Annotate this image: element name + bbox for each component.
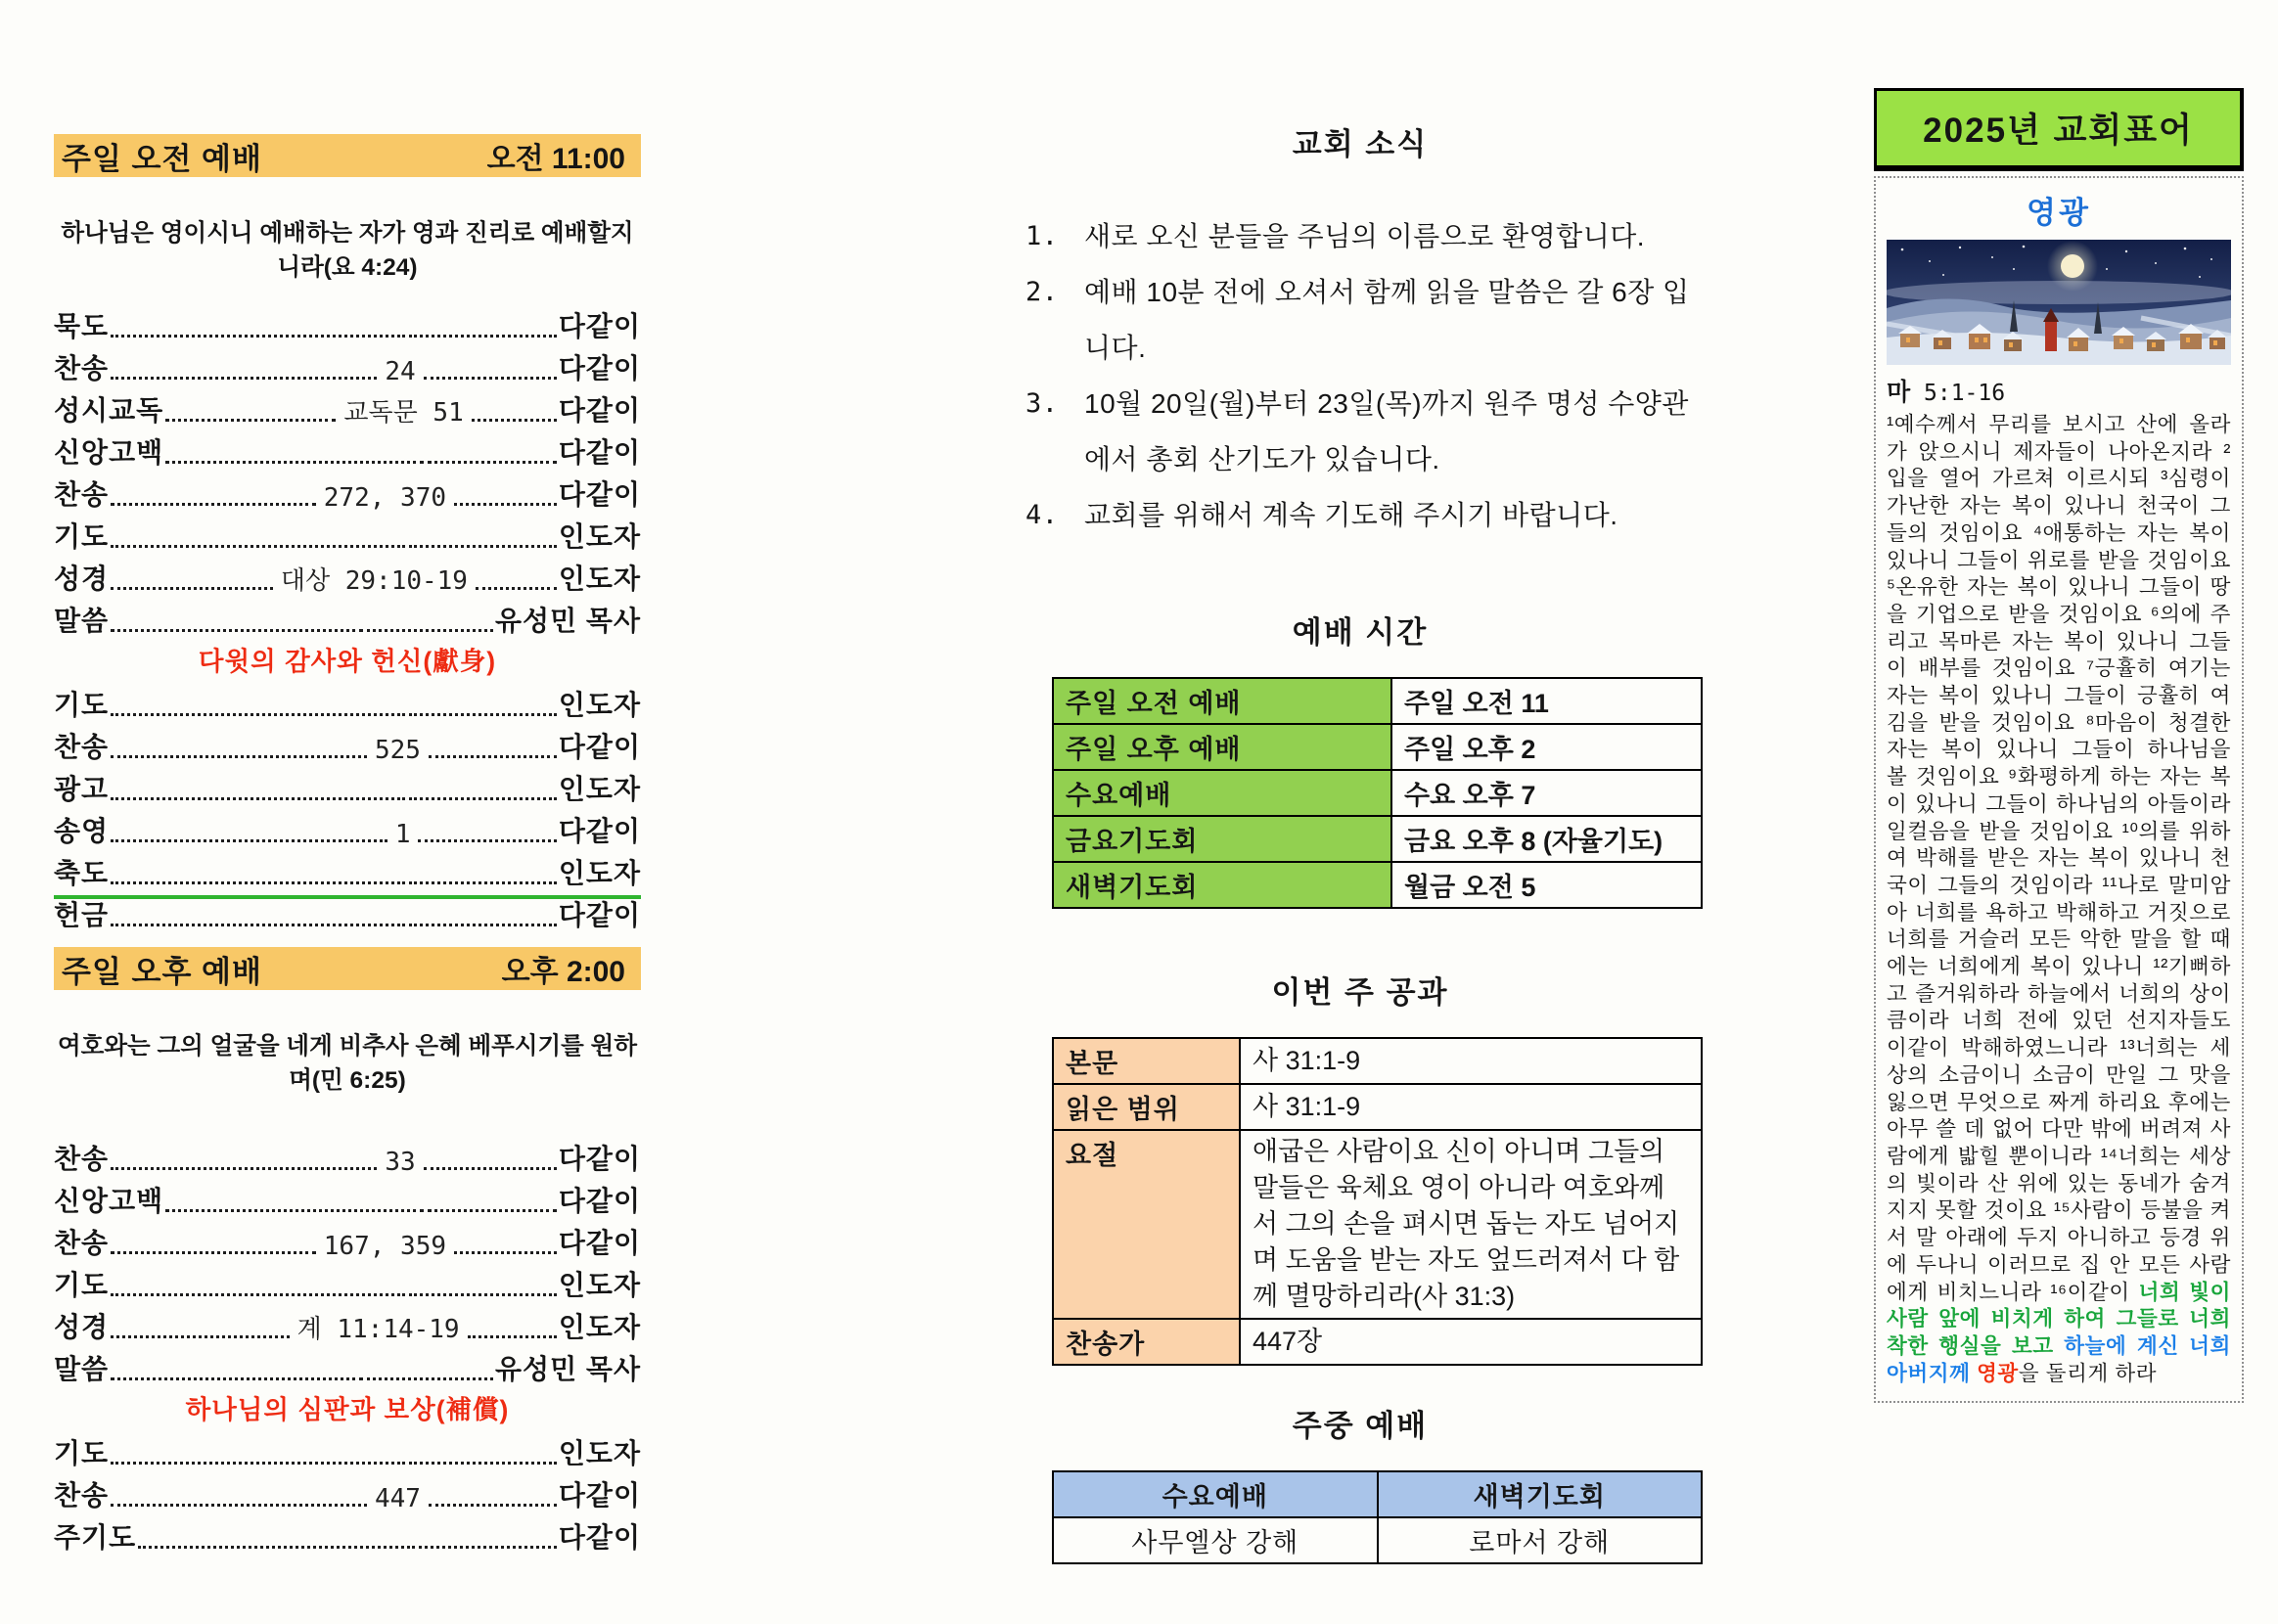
worship-item-performer: 인도자 xyxy=(558,1438,641,1468)
dotted-leader xyxy=(111,545,405,548)
afternoon-service-title: 주일 오후 예배 xyxy=(62,954,262,989)
worship-times-name: 금요기도회 xyxy=(1053,816,1391,862)
dotted-leader xyxy=(111,713,405,716)
table-row xyxy=(1053,724,1702,770)
midweek-col-value: 로마서 강해 xyxy=(1378,1517,1703,1563)
dotted-leader xyxy=(111,1251,316,1254)
worship-item-performer: 인도자 xyxy=(558,858,641,888)
scripture-text xyxy=(1887,412,2231,1387)
table-row xyxy=(1053,1084,1702,1130)
dotted-leader xyxy=(424,1167,557,1170)
worship-times-name: 새벽기도회 xyxy=(1053,862,1391,908)
worship-row xyxy=(54,723,641,765)
church-news-list xyxy=(1025,208,1703,543)
worship-row xyxy=(54,513,641,555)
table-row xyxy=(1053,1130,1702,1319)
lesson-field-value: 사 31:1-9 xyxy=(1240,1084,1702,1130)
worship-row xyxy=(54,1135,641,1177)
midweek-col-header: 수요예배 xyxy=(1053,1471,1378,1517)
worship-item-performer: 인도자 xyxy=(558,521,641,552)
worship-item-label: 성경 xyxy=(54,1312,110,1342)
worship-item-detail: 교독문 51 xyxy=(343,398,464,428)
afternoon-service-section xyxy=(54,947,641,1556)
worship-row xyxy=(54,807,641,849)
dotted-leader xyxy=(111,1377,363,1380)
dotted-leader xyxy=(429,1504,557,1507)
worship-item-label: 기도 xyxy=(54,1438,110,1468)
dotted-leader xyxy=(409,713,557,716)
table-header-row xyxy=(1053,1471,1702,1517)
worship-item-performer: 다같이 xyxy=(558,1186,641,1216)
green-section-divider xyxy=(54,895,641,899)
dotted-leader xyxy=(111,797,405,800)
afternoon-service-time: 오후 2:00 xyxy=(501,956,625,988)
lesson-field-value: 사 31:1-9 xyxy=(1240,1038,1702,1084)
dotted-leader xyxy=(409,797,557,800)
worship-item-label: 송영 xyxy=(54,816,110,846)
worship-row xyxy=(54,1219,641,1261)
worship-times-table xyxy=(1052,677,1703,909)
worship-item-performer: 다같이 xyxy=(558,1480,641,1511)
scripture-main: ¹예수께서 무리를 보시고 산에 올라가 앉으시니 제자들이 나아온지라 ²입을 열어 가르쳐 이르시되 ³심령이 가난한 자는 복이 있나니 천국이 그들의 것임이요 ⁴애통하는 자는 복이 있나니 그들이 위로를 받을 것임이요 ⁵온유한 자는 복이 있나니 그들이 땅을 기업으로 받을 것임이요 ⁶의에 주리고 목마른 자는 복이 있나니 그들이 배부를 것임이요 ⁷긍휼히 여기는 자는 복이 있나니 그들이 긍휼히 여김을 받을 것임이요 ⁸마음이 청결한 자는 복이 있나니 그들이 하나님을 볼 것임이요 ⁹화평하게 하는 자는 복이 있나니 그들이 하나님의 아들이라 일컬음을 받을 것임이요 ¹⁰의를 위하여 박해를 받은 자는 복이 있나니 천국이 그들의 것임이라 ¹¹나로 말미암아 너희를 욕하고 박해하고 거짓으로 너희를 거슬러 모든 악한 말을 할 때에는 너희에게 복이 있나니 ¹²기뻐하고 즐거워하라 하늘에서 너희의 상이 큼이라 너희 전에 있던 선지자들도 이같이 박해하였느니라 ¹³너희는 세상의 소금이니 소금이 만일 그 맛을 잃으면 무엇으로 짜게 하리요 후에는 아무 쓸 데 없어 다만 밖에 버려져 사람에게 밟힐 뿐이니라 ¹⁴너희는 세상의 빛이라 산 위에 있는 동네가 숨겨지지 못할 것이요 ¹⁵사람이 등불을 켜서 말 아래에 두지 아니하고 등경 위에 두나니 이러므로 집 안 모든 사람에게 비치느니라 ¹⁶이같이 xyxy=(1887,413,2231,1304)
motto-title-box: 2025년 교회표어 xyxy=(1874,88,2244,171)
worship-item-label: 찬송 xyxy=(54,1480,110,1511)
dotted-leader xyxy=(424,377,557,380)
worship-item-detail: 447 xyxy=(374,1484,421,1513)
worship-item-performer: 인도자 xyxy=(558,1270,641,1300)
worship-times-title: 예배 시간 xyxy=(1292,615,1429,650)
news-item xyxy=(1025,264,1703,376)
worship-times-name: 주일 오후 예배 xyxy=(1053,724,1391,770)
dotted-leader xyxy=(111,1293,405,1296)
worship-item-performer: 인도자 xyxy=(558,690,641,720)
worship-times-name: 수요예배 xyxy=(1053,770,1391,816)
weekly-lesson-title: 이번 주 공과 xyxy=(1271,975,1449,1010)
dotted-leader xyxy=(165,461,424,464)
midweek-worship-table xyxy=(1052,1470,1703,1564)
worship-item-label: 찬송 xyxy=(54,1144,110,1174)
dotted-leader xyxy=(367,629,493,632)
worship-item-performer: 다같이 xyxy=(558,311,641,341)
dotted-leader xyxy=(418,839,556,842)
table-row xyxy=(1053,770,1702,816)
worship-row xyxy=(54,1345,641,1387)
worship-item-label: 찬송 xyxy=(54,732,110,762)
table-row xyxy=(1053,862,1702,908)
scripture-range: 5:1-16 xyxy=(1924,381,2006,406)
midweek-col-header: 새벽기도회 xyxy=(1378,1471,1703,1517)
worship-item-label: 찬송 xyxy=(54,479,110,510)
worship-item-label: 말씀 xyxy=(54,1354,110,1384)
worship-times-value: 주일 오후 2 xyxy=(1391,724,1702,770)
worship-item-performer: 다같이 xyxy=(558,353,641,383)
worship-row xyxy=(54,1471,641,1513)
dotted-leader xyxy=(111,503,316,506)
lesson-field-name: 읽은 범위 xyxy=(1053,1084,1240,1130)
worship-row xyxy=(54,1261,641,1303)
news-item-text: 교회를 위해서 계속 기도해 주시기 바랍니다. xyxy=(1084,500,1618,530)
worship-row xyxy=(54,1177,641,1219)
worship-item-performer: 인도자 xyxy=(558,774,641,804)
dotted-leader xyxy=(476,587,557,590)
dotted-leader xyxy=(111,924,405,926)
midweek-col-value: 사무엘상 강해 xyxy=(1053,1517,1378,1563)
news-item xyxy=(1025,487,1703,543)
motto-column xyxy=(1874,88,2244,1403)
scripture-book: 마 xyxy=(1887,379,1911,406)
morning-service-verse: 하나님은 영이시니 예배하는 자가 영과 진리로 예배할지니라(요 4:24) xyxy=(61,220,634,281)
dotted-leader xyxy=(428,461,557,464)
worship-item-performer: 인도자 xyxy=(558,1312,641,1342)
dotted-leader xyxy=(111,587,273,590)
worship-item-label: 성시교독 xyxy=(54,395,164,426)
worship-item-detail: 1 xyxy=(394,820,411,849)
church-news-title: 교회 소식 xyxy=(1292,127,1429,161)
table-row xyxy=(1053,1319,1702,1365)
scripture-highlight-red: 영광 xyxy=(1977,1361,2019,1385)
worship-item-label: 묵도 xyxy=(54,311,110,341)
dotted-leader xyxy=(409,881,557,884)
worship-item-performer: 유성민 목사 xyxy=(494,1354,641,1384)
worship-item-label: 헌금 xyxy=(54,900,110,930)
scripture-box xyxy=(1874,176,2244,1403)
worship-item-label: 기도 xyxy=(54,1270,110,1300)
lesson-field-name: 찬송가 xyxy=(1053,1319,1240,1365)
worship-item-performer: 인도자 xyxy=(558,564,641,594)
worship-item-label: 신앙고백 xyxy=(54,1186,164,1216)
worship-item-detail: 272, 370 xyxy=(323,483,447,513)
worship-item-detail: 24 xyxy=(385,357,416,386)
dotted-leader xyxy=(429,755,557,758)
afternoon-sermon-title: 하나님의 심판과 보상(補償) xyxy=(185,1395,510,1424)
dotted-leader xyxy=(367,1377,493,1380)
worship-item-performer: 유성민 목사 xyxy=(494,606,641,636)
dotted-leader xyxy=(409,1293,557,1296)
worship-item-performer: 다같이 xyxy=(558,732,641,762)
afternoon-service-verse: 여호와는 그의 얼굴을 네게 비추사 은혜 베푸시기를 원하며(민 6:25) xyxy=(58,1033,637,1094)
worship-item-label: 광고 xyxy=(54,774,110,804)
morning-service-section xyxy=(54,134,641,933)
table-row xyxy=(1053,1038,1702,1084)
dotted-leader xyxy=(111,1167,377,1170)
lesson-field-name: 본문 xyxy=(1053,1038,1240,1084)
worship-row xyxy=(54,765,641,807)
lesson-field-value: 447장 xyxy=(1240,1319,1702,1365)
lesson-field-name: 요절 xyxy=(1053,1130,1240,1319)
dotted-leader xyxy=(111,881,405,884)
table-row xyxy=(1053,816,1702,862)
middle-column xyxy=(1018,119,1703,1564)
worship-item-detail: 33 xyxy=(385,1148,416,1177)
worship-item-label: 주기도 xyxy=(54,1522,137,1553)
dotted-leader xyxy=(409,1462,557,1465)
morning-service-title: 주일 오전 예배 xyxy=(62,141,262,176)
worship-times-name: 주일 오전 예배 xyxy=(1053,678,1391,724)
motto-word: 영광 xyxy=(2027,196,2091,230)
dotted-leader xyxy=(454,503,557,506)
afternoon-service-header-bar xyxy=(54,947,641,990)
news-item-number: 2. xyxy=(1025,277,1059,307)
worship-row xyxy=(54,471,641,513)
dotted-leader xyxy=(428,1209,557,1212)
worship-item-detail: 525 xyxy=(374,736,421,765)
dotted-leader xyxy=(111,629,363,632)
worship-times-value: 수요 오후 7 xyxy=(1391,770,1702,816)
worship-item-label: 기도 xyxy=(54,521,110,552)
dotted-leader xyxy=(409,924,557,926)
news-item-text: 새로 오신 분들을 주님의 이름으로 환영합니다. xyxy=(1084,221,1646,251)
worship-row xyxy=(54,681,641,723)
news-item-text: 10월 20일(월)부터 23일(목)까지 원주 명성 수양관에서 총회 산기도가 있습니다. xyxy=(1084,388,1689,474)
worship-item-label: 말씀 xyxy=(54,606,110,636)
dotted-leader xyxy=(111,755,367,758)
worship-times-value: 금요 오후 8 (자율기도) xyxy=(1391,816,1702,862)
news-item xyxy=(1025,208,1703,264)
worship-item-performer: 다같이 xyxy=(558,395,641,426)
news-item-number: 4. xyxy=(1025,500,1059,530)
worship-item-label: 신앙고백 xyxy=(54,437,164,468)
worship-item-performer: 다같이 xyxy=(558,1144,641,1174)
dotted-leader xyxy=(472,419,557,422)
worship-row xyxy=(54,1303,641,1345)
worship-item-detail: 계 11:14-19 xyxy=(296,1315,460,1344)
worship-item-performer: 다같이 xyxy=(558,1228,641,1258)
morning-service-time: 오전 11:00 xyxy=(486,143,625,175)
dotted-leader xyxy=(468,1335,557,1338)
table-row xyxy=(1053,1517,1702,1563)
news-item-text: 예배 10분 전에 오셔서 함께 읽을 말씀은 갈 6장 입니다. xyxy=(1084,277,1690,363)
worship-item-detail: 167, 359 xyxy=(323,1232,447,1261)
worship-item-label: 성경 xyxy=(54,564,110,594)
dotted-leader xyxy=(111,1504,367,1507)
worship-item-label: 축도 xyxy=(54,858,110,888)
worship-row xyxy=(54,555,641,597)
worship-row xyxy=(54,849,641,891)
moon xyxy=(2061,254,2084,278)
dotted-leader xyxy=(409,335,557,338)
worship-row xyxy=(54,597,641,639)
worship-item-label: 기도 xyxy=(54,690,110,720)
scripture-tail: 을 돌리게 하라 xyxy=(2018,1361,2158,1385)
worship-times-value: 월금 오전 5 xyxy=(1391,862,1702,908)
worship-item-performer: 다같이 xyxy=(558,816,641,846)
morning-sermon-title: 다윗의 감사와 헌신(獻身) xyxy=(198,647,497,676)
worship-item-performer: 다같이 xyxy=(558,900,641,930)
weekly-lesson-table xyxy=(1052,1037,1703,1366)
worship-item-detail: 대상 29:10-19 xyxy=(280,566,468,596)
news-item-number: 3. xyxy=(1025,388,1059,419)
lesson-field-value: 애굽은 사람이요 신이 아니며 그들의 말들은 육체요 영이 아니라 여호와께서 그의 손을 펴시면 돕는 자도 넘어지며 도움을 받는 자도 엎드러져서 다 함께 멸망하리라(사 31:3) xyxy=(1240,1130,1702,1319)
table-row xyxy=(1053,678,1702,724)
news-item-number: 1. xyxy=(1025,221,1059,251)
scripture-reference xyxy=(1887,373,2231,408)
dotted-leader xyxy=(138,1546,414,1549)
winter-village-image xyxy=(1887,240,2231,365)
worship-row xyxy=(54,386,641,429)
dotted-leader xyxy=(409,545,557,548)
worship-item-label: 찬송 xyxy=(54,353,110,383)
dotted-leader xyxy=(111,1335,289,1338)
scripture-highlight-blue: 하늘에 계신 너희 아버지께 xyxy=(1887,1333,2231,1385)
worship-item-performer: 다같이 xyxy=(558,1522,641,1553)
worship-item-label: 찬송 xyxy=(54,1228,110,1258)
morning-service-header-bar xyxy=(54,134,641,177)
dotted-leader xyxy=(165,419,336,422)
news-item xyxy=(1025,376,1703,487)
dotted-leader xyxy=(111,377,377,380)
worship-row xyxy=(54,429,641,471)
worship-row xyxy=(54,1429,641,1471)
worship-times-value: 주일 오전 11 xyxy=(1391,678,1702,724)
dotted-leader xyxy=(419,1546,557,1549)
midweek-worship-title: 주중 예배 xyxy=(1292,1409,1429,1443)
dotted-leader xyxy=(111,1462,405,1465)
dotted-leader xyxy=(111,335,405,338)
dotted-leader xyxy=(111,839,387,842)
morning-worship-order xyxy=(54,302,641,933)
worship-item-performer: 다같이 xyxy=(558,437,641,468)
worship-row xyxy=(54,344,641,386)
afternoon-worship-order xyxy=(54,1135,641,1556)
scripture-highlight-green: 너희 빛이 사람 앞에 비치게 하여 그들로 너희 착한 행실을 보고 xyxy=(1887,1280,2231,1358)
worship-row xyxy=(54,1513,641,1556)
worship-row xyxy=(54,302,641,344)
dotted-leader xyxy=(165,1209,424,1212)
worship-item-performer: 다같이 xyxy=(558,479,641,510)
dotted-leader xyxy=(454,1251,557,1254)
